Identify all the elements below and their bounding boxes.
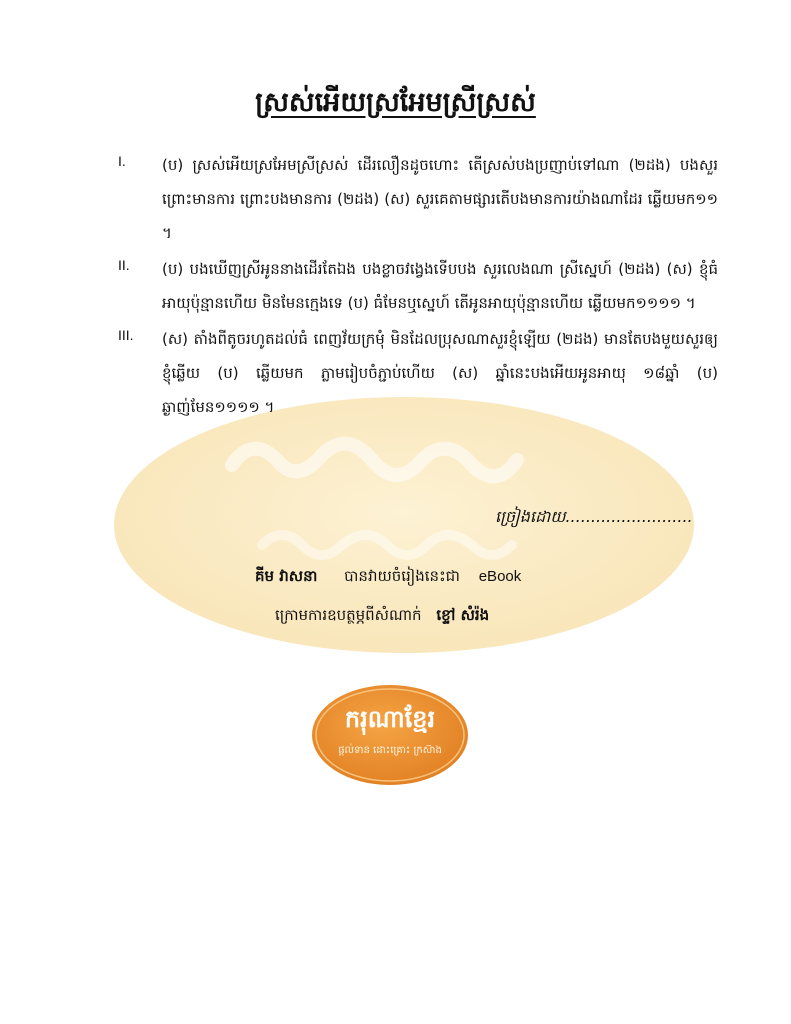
verse-text: (ស) តាំងពីតូចរហូតដល់ធំ ពេញវ័យក្រមុំ មិនដែលប្រុសណាសួរខ្ញុំឡើយ (២ដង) មានតែបងមួយសួរឲ្យខ្ញុំឆ្លើយ (ប) ឆ្លើយមក ភ្លាមរៀបចំភ្ជាប់ហើយ (ស) ឆ្នាំនេះបងអើយអូនអាយុ ១៨ឆ្នាំ (ប) ឆ្ងាញ់មែន១១១១ ។: [162, 330, 718, 416]
logo-name: ករុណាខ្មែរ: [344, 705, 436, 733]
verse-text: (ប) ស្រស់អើយស្រអែមស្រីស្រស់ ដើរលឿនដូចហោះ តើស្រស់បងប្រញាប់ទៅណា (២ដង) បងសួរព្រោះមានការ ព្រោះបងមានការ (២ដង) (ស) សួរគេតាមផ្សារតើបងមានការយ៉ាងណាដែរ ឆ្លើយមក១១ ។: [162, 156, 718, 242]
verse-number: I.: [118, 153, 126, 169]
typed-by-line: [255, 567, 521, 589]
verse-list: [118, 148, 718, 426]
typist-name: គីម វាសនា: [255, 567, 318, 585]
verse-number: III.: [118, 327, 134, 343]
karuna-khmer-logo: [310, 683, 470, 787]
sponsor-text: ក្រោមការឧបត្ថម្ភពីសំណាក់: [275, 606, 422, 624]
verse-item: [118, 322, 718, 424]
verse-item: [118, 252, 718, 320]
page-title: ស្រស់អើយស្រអែមស្រីស្រស់: [255, 87, 536, 118]
sponsor-name: ខ្ទៅ សំរ៉ង: [436, 606, 490, 624]
logo-badge: [312, 685, 468, 785]
verse-number: II.: [118, 257, 130, 273]
verse-item: [118, 148, 718, 250]
verse-text: (ប) បងឃើញស្រីអូននាងដើរតែឯង បងខ្លាចវង្វេងទើបបង សួរលេងណា ស្រីស្នេហ៍ (២ដង) (ស) ខ្ញុំធំអាយុប៉ុន្មានហើយ មិនមែនក្មេងទេ (ប) ធំមែនឬស្នេហ៍ តើអូនអាយុប៉ុន្មានហើយ ឆ្លើយមក១១១១ ។: [162, 260, 718, 312]
logo-tagline: ផ្តល់ទាន ដោះគ្រោះ ក្រស៊ាង: [338, 745, 442, 756]
typed-text: បានវាយចំរៀងនេះជា: [344, 567, 460, 585]
sponsor-line: [275, 606, 489, 628]
format-label: eBook: [478, 568, 522, 585]
sung-by-line: ច្រៀងដោយ.........................: [495, 507, 693, 526]
